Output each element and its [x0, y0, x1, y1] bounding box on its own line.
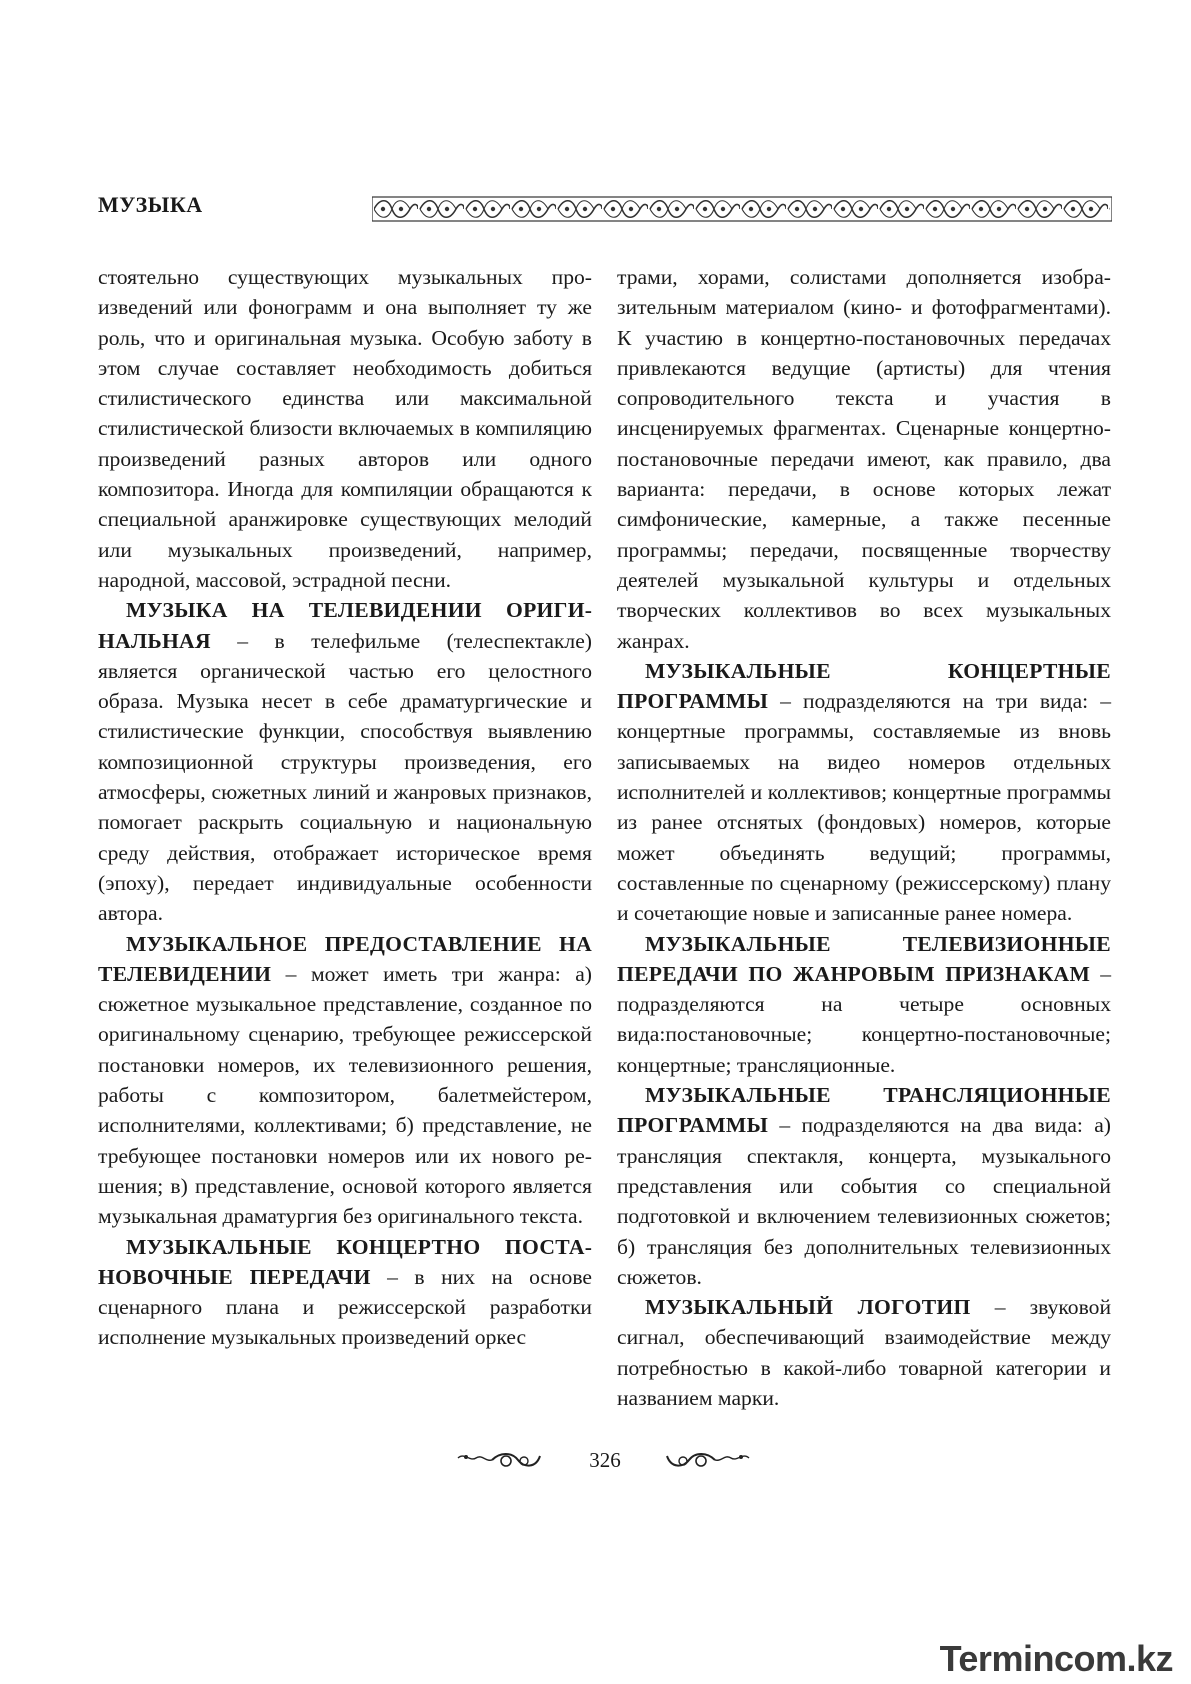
header-ornament-band: [372, 196, 1112, 222]
entry-definition: – в них на основе сценарного плана и режиссерской разработки исполнение музыкальных произведений оркес: [98, 1264, 592, 1350]
continuation-paragraph: стоятельно существующих музыкальных произведений или фонограмм и она выполняет ту же роль, что и оригинальная музыка. Особую заботу в этом случае составляет необходимость добиться стилистического единства или максимальной стилистической близости включаемых в компиляцию произведений разных авторов или одного композитора. Иногда для компиляции обращаются к специальной аранжировке существующих мелодий или музыкальных произведений, например, народной, массовой, эстрадной песни.: [98, 265, 592, 592]
entry-term: МУЗЫКАЛЬНЫЕ КОНЦЕРТНО ПОСТАНОВОЧНЫЕ ПЕРЕДАЧИ: [98, 1234, 592, 1289]
entry-term: МУЗЫКАЛЬНЫЕ ТЕЛЕВИЗИОННЫЕ ПЕРЕДАЧИ ПО ЖАНРОВЫМ ПРИЗНАКАМ: [617, 931, 1111, 986]
dictionary-entry: [98, 595, 592, 928]
footer-ornament-left-icon: [454, 1448, 544, 1474]
entry-definition: – подразделяются на три вида: – концертные программы, составляемые из вновь записываемых на видео номеров отдельных исполнителей и коллективов; концертные программы из ранее отснятых (фондовых) номеров, которые может объединять ведущий; программы, составленные по сценарному (режиссерскому) плану и сочетающие новые и записанные ранее номера.: [617, 689, 1111, 926]
site-watermark: Termincom.kz: [939, 1638, 1173, 1679]
entry-term: МУЗЫКАЛЬНОЕ ПРЕДОСТАВЛЕНИЕ НА ТЕЛЕВИДЕНИИ: [98, 931, 592, 986]
left-text-column: [98, 262, 592, 1353]
dictionary-entry: [617, 1292, 1111, 1413]
entry-definition: – подразделяются на четыре основных вида:постановочные; концертно-постановочные; концертные; трансляционные.: [617, 961, 1111, 1077]
entry-definition: – подразделяются на два вида: а) трансляция спектакля, концерта, музыкального представления или события со специальной подготовкой и включением телевизионных сюжетов; б) трансляция без дополнительных телевизионных сюжетов.: [617, 1113, 1111, 1289]
dictionary-entry: [617, 656, 1111, 929]
entry-term: МУЗЫКАЛЬНЫЙ ЛОГОТИП: [645, 1295, 971, 1320]
dictionary-entry: [617, 1080, 1111, 1292]
dictionary-entry: [98, 1232, 592, 1353]
entry-term: МУЗЫКАЛЬНЫЕ ТРАНСЛЯЦИОННЫЕ ПРОГРАММЫ: [617, 1083, 1111, 1138]
dictionary-entry: [617, 929, 1111, 1080]
right-text-column: [617, 262, 1111, 1413]
entry-definition: – звуковой сигнал, обеспечивающий взаимодействие между потребностью в какой-либо товарной категории и названием марки.: [617, 1295, 1111, 1410]
page-number: 326: [589, 1448, 621, 1472]
dictionary-entry: [98, 929, 592, 1232]
entry-definition: – может иметь три жанра: а) сюжетное музыкальное представление, созданное по оригинальному сценарию, требующее режиссерской постановки номеров, их телевизионного решения, работы с композитором, балетмейстером, исполнителями, коллективами; б) представление, не требующее постановки номеров или их нового решения; в) представление, основой которого является музыкальная драматургия без оригинального текста.: [98, 961, 592, 1229]
footer-ornament-right-icon: [663, 1448, 753, 1474]
entry-definition: – в телефильме (телеспектакле) является органической частью его целостного образа. Музыка несет в себе драматургические и стилистические функции, способствуя выявлению композиционной структуры произведения, его атмосферы, сюжетных линий и жанровых признаков, помогает раскрыть социальную и национальную среду действия, отображает историческое время (эпоху), передает индивидуальные особенности автора.: [98, 628, 592, 926]
continuation-paragraph: трами, хорами, солистами дополняется изобразительным материалом (кино- и фотофрагментами). К участию в концертно-постановочных передачах привлекаются ведущие (артисты) для чтения сопроводительного текста и участия в инсценируемых фрагментах. Сценарные концертно-постановочные передачи имеют, как правило, два варианта: передачи, в основе которых лежат симфонические, камерные, а также песенные программы; передачи, посвященные творчеству деятелей музыкальной культуры и отдельных творческих коллективов во всех музыкальных жанрах.: [617, 265, 1111, 653]
entry-term: МУЗЫКА НА ТЕЛЕВИДЕНИИ ОРИГИНАЛЬНАЯ: [98, 598, 592, 653]
running-head-title: МУЗЫКА: [98, 192, 203, 217]
entry-term: МУЗЫКАЛЬНЫЕ КОНЦЕРТНЫЕ ПРОГРАММЫ: [617, 658, 1111, 714]
